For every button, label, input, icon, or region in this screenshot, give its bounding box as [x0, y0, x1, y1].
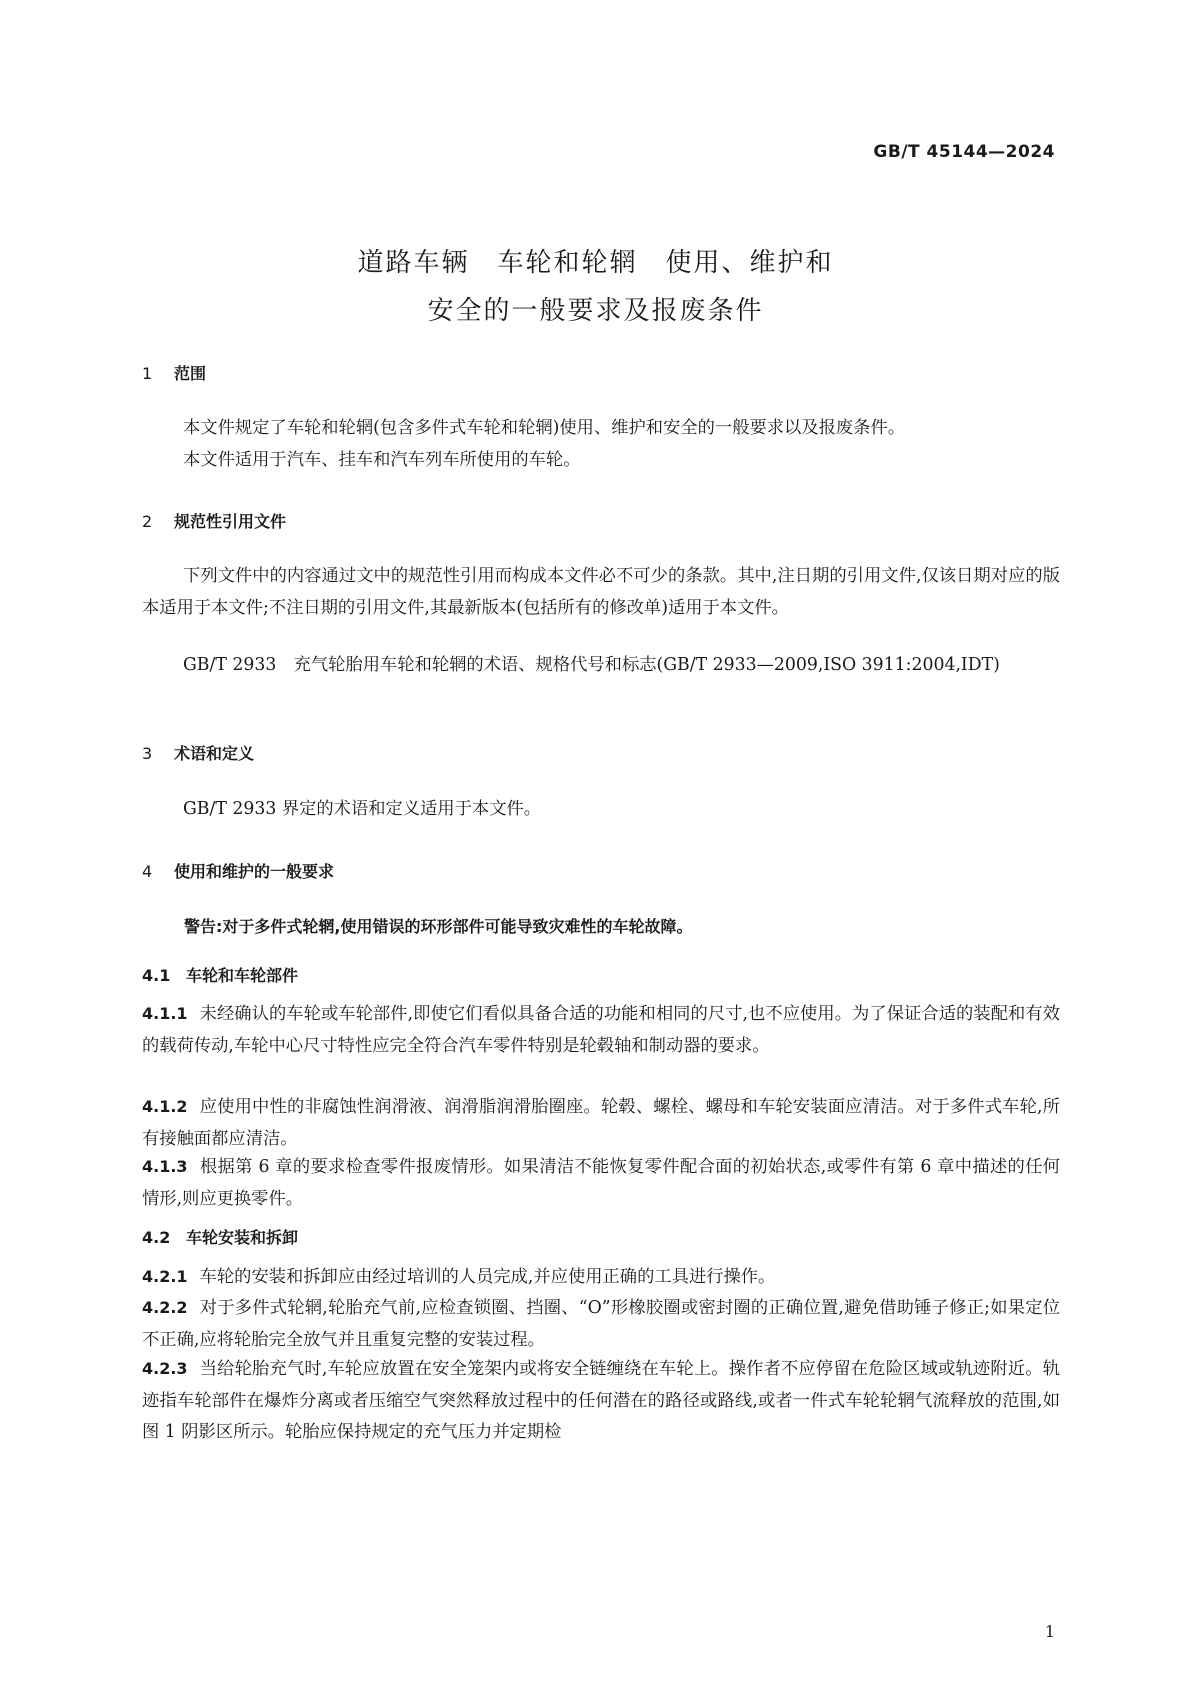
clause-4-2-3	[142, 1353, 1060, 1449]
section-heading-3	[142, 741, 254, 764]
section-number: 3	[142, 744, 153, 763]
clause-text: 应使用中性的非腐蚀性润滑液、润滑脂润滑胎圈座。轮毂、螺栓、螺母和车轮安装面应清洁。对于多件式车轮,所有接触面都应清洁。	[142, 1097, 1060, 1149]
clause-number: 4.1.1	[142, 1004, 188, 1023]
section-title: 使用和维护的一般要求	[174, 862, 335, 881]
clause-number: 4.2.3	[142, 1359, 188, 1378]
clause-text: 根据第 6 章的要求检查零件报废情形。如果清洁不能恢复零件配合面的初始状态,或零件有第 6 章中描述的任何情形,则应更换零件。	[142, 1157, 1060, 1209]
clause-4-1-3	[142, 1151, 1060, 1215]
subsection-title: 车轮安装和拆卸	[186, 1228, 299, 1247]
section-number: 1	[142, 364, 153, 383]
subsection-number: 4.2	[142, 1228, 171, 1247]
page-number: 1	[1044, 1622, 1055, 1641]
subsection-title: 车轮和车轮部件	[186, 966, 299, 985]
section-title: 规范性引用文件	[174, 512, 287, 531]
warning-note: 警告:对于多件式轮辋,使用错误的环形部件可能导致灾难性的车轮故障。	[184, 917, 693, 936]
section-number: 4	[142, 862, 153, 881]
clause-text: 当给轮胎充气时,车轮应放置在安全笼架内或将安全链缠绕在车轮上。操作者不应停留在危险区域或轨迹附近。轨迹指车轮部件在爆炸分离或者压缩空气突然释放过程中的任何潜在的路径或路线,或者一件式车轮轮辋气流释放的范围,如图 1 阴影区所示。轮胎应保持规定的充气压力并定期检	[142, 1359, 1060, 1442]
section-heading-4	[142, 859, 334, 882]
section-title: 术语和定义	[174, 744, 255, 763]
paragraph: 本文件规定了车轮和轮辋(包含多件式车轮和轮辋)使用、维护和安全的一般要求以及报废条件。	[183, 418, 906, 438]
clause-number: 4.2.1	[142, 1267, 188, 1286]
paragraph: 本文件适用于汽车、挂车和汽车列车所使用的车轮。	[183, 450, 581, 470]
clause-text: 未经确认的车轮或车轮部件,即使它们看似具备合适的功能和相同的尺寸,也不应使用。为了保证合适的装配和有效的载荷传动,车轮中心尺寸特性应完全符合汽车零件特别是轮毂轴和制动器的要求。	[142, 1004, 1060, 1056]
subsection-heading-4-1	[142, 963, 298, 986]
paragraph: GB/T 2933 界定的术语和定义适用于本文件。	[183, 799, 542, 819]
standard-code: GB/T 45144—2024	[873, 142, 1055, 162]
section-title: 范围	[174, 364, 207, 383]
paragraph: 下列文件中的内容通过文中的规范性引用而构成本文件必不可少的条款。其中,注日期的引用文件,仅该日期对应的版本适用于本文件;不注日期的引用文件,其最新版本(包括所有的修改单)适用于本文件。	[142, 566, 1060, 618]
section-heading-2	[142, 509, 286, 532]
clause-4-2-2	[142, 1292, 1060, 1356]
clause-number: 4.2.2	[142, 1298, 188, 1317]
clause-4-1-2	[142, 1091, 1060, 1155]
clause-text: 对于多件式轮辋,轮胎充气前,应检查锁圈、挡圈、“O”形橡胶圈或密封圈的正确位置,避免借助锤子修正;如果定位不正确,应将轮胎完全放气并且重复完整的安装过程。	[142, 1298, 1060, 1350]
section-number: 2	[142, 512, 153, 531]
section-heading-1	[142, 361, 206, 384]
normative-reference: GB/T 2933 充气轮胎用车轮和轮辋的术语、规格代号和标志(GB/T 2933—2009,ISO 3911:2004,IDT)	[183, 655, 1000, 675]
clause-text: 车轮的安装和拆卸应由经过培训的人员完成,并应使用正确的工具进行操作。	[199, 1267, 776, 1287]
subsection-number: 4.1	[142, 966, 171, 985]
clause-4-1-1	[142, 998, 1060, 1062]
clause-number: 4.1.3	[142, 1157, 188, 1176]
clause-4-2-1	[142, 1261, 1060, 1294]
document-title-line-1: 道路车辆 车轮和轮辋 使用、维护和	[357, 248, 834, 278]
clause-number: 4.1.2	[142, 1097, 188, 1116]
document-title-line-2: 安全的一般要求及报废条件	[427, 296, 764, 326]
subsection-heading-4-2	[142, 1225, 298, 1248]
